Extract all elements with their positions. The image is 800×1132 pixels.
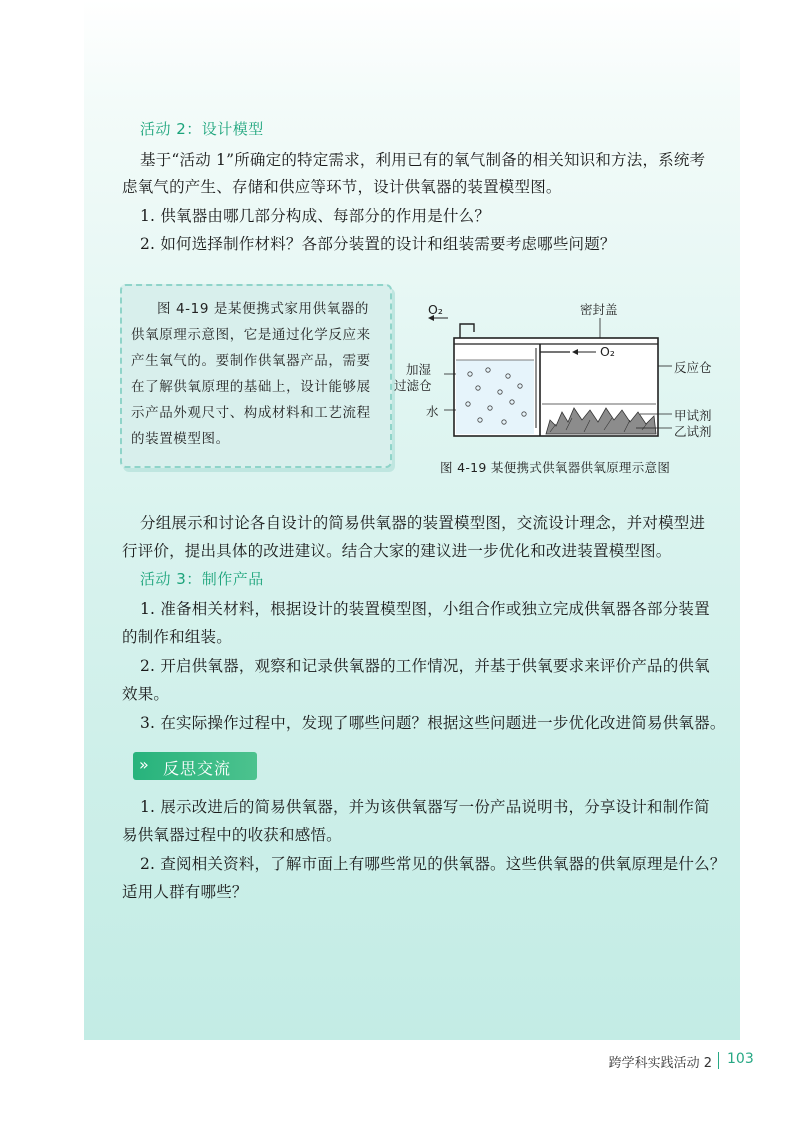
oxygen-generator-diagram (394, 296, 720, 476)
water-fill (456, 360, 534, 434)
reflect-item2-line2: 适用人群有哪些？ (122, 883, 248, 901)
activity3-step1-line2: 的制作和组装。 (122, 628, 232, 646)
double-chevron-icon: » (139, 755, 149, 774)
reflect-item1-line2: 易供氧器过程中的收获和感悟。 (122, 826, 342, 844)
info-callout-text: 图 4-19 是某便携式家用供氧器的供氧原理示意图，它是通过化学反应来产生氧气的。要制作供氧器产品，需要在了解供氧原理的基础上，设计能够展示产品外观尺寸、构成材料和工艺流程的装置模型图。 (131, 301, 371, 447)
activity2-question-2: 2. 如何选择制作材料？各部分装置的设计和组装需要考虑哪些问题？ (140, 235, 616, 253)
footer-section-title: 跨学科实践活动 2 (608, 1056, 712, 1071)
activity2-intro-line2: 虑氧气的产生、存储和供应等环节，设计供氧器的装置模型图。 (122, 178, 562, 196)
reflect-item2-line1: 2. 查阅相关资料，了解市面上有哪些常见的供氧器。这些供氧器的供氧原理是什么？ (140, 855, 726, 873)
label-reaction-chamber: 反应仓 (674, 360, 712, 375)
figure-caption: 图 4-19 某便携式供氧器供氧原理示意图 (440, 460, 671, 475)
label-water: 水 (426, 404, 439, 419)
label-o2-out: O₂ (428, 302, 443, 317)
outlet-pipe (460, 324, 474, 338)
activity2-question-1: 1. 供氧器由哪几部分构成、每部分的作用是什么？ (140, 207, 491, 225)
discussion-line2: 行评价，提出具体的改进建议。结合大家的建议进一步优化和改进装置模型图。 (122, 542, 672, 560)
activity3-heading: 活动 3：制作产品 (140, 570, 264, 588)
diagram-svg (400, 296, 720, 476)
label-seal-cap: 密封盖 (580, 302, 618, 317)
discussion-line1: 分组展示和讨论各自设计的简易供氧器的装置模型图，交流设计理念，并对模型进 (140, 514, 706, 532)
page-number: 103 (727, 1051, 754, 1067)
label-reagent-a: 甲试剂 (674, 408, 712, 423)
label-humidify-2: 过滤仓 (394, 378, 432, 393)
label-reagent-b: 乙试剂 (674, 424, 712, 439)
label-o2-in: O₂ (600, 344, 615, 359)
footer-separator (718, 1052, 719, 1069)
activity2-intro-line1: 基于“活动 1”所确定的特定需求，利用已有的氧气制备的相关知识和方法，系统考 (140, 151, 706, 169)
activity3-step2-line1: 2. 开启供氧器，观察和记录供氧器的工作情况，并基于供氧要求来评价产品的供氧 (140, 657, 710, 675)
reflect-item1-line1: 1. 展示改进后的简易供氧器，并为该供氧器写一份产品说明书，分享设计和制作简 (140, 798, 710, 816)
activity2-heading: 活动 2：设计模型 (140, 120, 264, 138)
activity3-step3: 3. 在实际操作过程中，发现了哪些问题？根据这些问题进一步优化改进简易供氧器。 (140, 714, 726, 732)
label-humidify-1: 加湿 (406, 362, 432, 377)
activity3-step2-line2: 效果。 (122, 685, 170, 703)
activity3-step1-line1: 1. 准备相关材料，根据设计的装置模型图，小组合作或独立完成供氧器各部分装置 (140, 600, 710, 618)
reflect-section-label: 反思交流 (163, 759, 232, 778)
